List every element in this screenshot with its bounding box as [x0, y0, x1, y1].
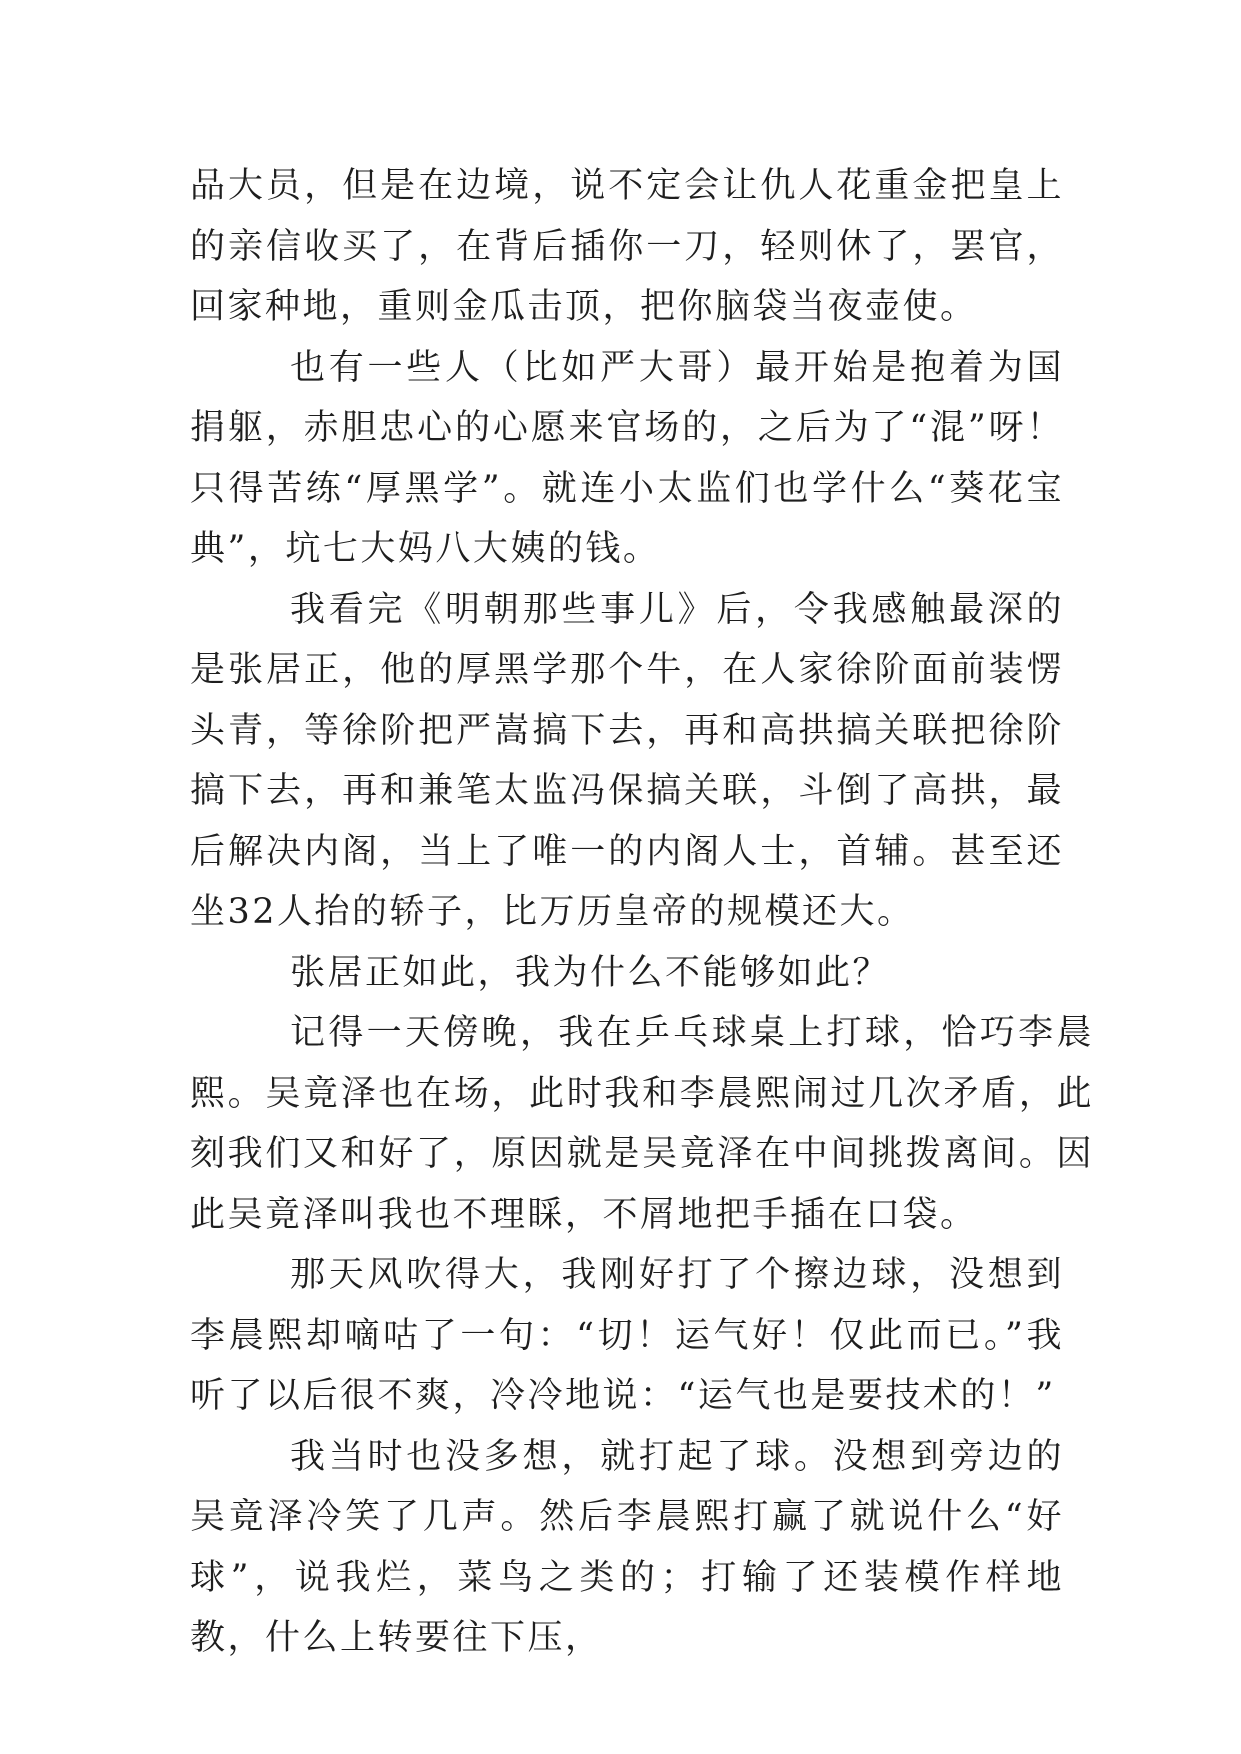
paragraph-5: 记得一天傍晚，我在乒乓球桌上打球，恰巧李晨熙。吴竟泽也在场，此时我和李晨熙闹过几次矛盾，此刻我们又和好了，原因就是吴竟泽在中间挑拨离间。因此吴竟泽叫我也不理睬，不屑地把手插在口袋。: [190, 1013, 1094, 1235]
paragraph-6: 那天风吹得大，我刚好打了个擦边球，没想到李晨熙却嘀咕了一句：“切！运气好！仅此而已。”我听了以后很不爽，冷冷地说：“运气也是要技术的！”: [190, 1255, 1064, 1416]
document-body: [190, 156, 1094, 1669]
paragraph-7: 我当时也没多想，就打起了球。没想到旁边的吴竟泽冷笑了几声。然后李晨熙打赢了就说什么“好球”，说我烂，菜鸟之类的；打输了还装模作样地教，什么上转要往下压，: [190, 1436, 1064, 1658]
paragraph-1: 品大员，但是在边境，说不定会让仇人花重金把皇上的亲信收买了，在背后插你一刀，轻则休了，罢官，回家种地，重则金瓜击顶，把你脑袋当夜壶使。: [190, 166, 1064, 327]
paragraph-4: 张居正如此，我为什么不能够如此？: [290, 952, 891, 993]
paragraph-3: 我看完《明朝那些事儿》后，令我感触最深的是张居正，他的厚黑学那个牛，在人家徐阶面前装愣头青，等徐阶把严嵩搞下去，再和高拱搞关联把徐阶搞下去，再和兼笔太监冯保搞关联，斗倒了高拱，最后解决内阁，当上了唯一的内阁人士，首辅。甚至还坐32人抬的轿子，比万历皇帝的规模还大。: [190, 589, 1064, 932]
paragraph-2: 也有一些人（比如严大哥）最开始是抱着为国捐躯，赤胆忠心的心愿来官场的，之后为了“混”呀！只得苦练“厚黑学”。就连小太监们也学什么“葵花宝典”，坑七大妈八大姨的钱。: [190, 347, 1064, 569]
